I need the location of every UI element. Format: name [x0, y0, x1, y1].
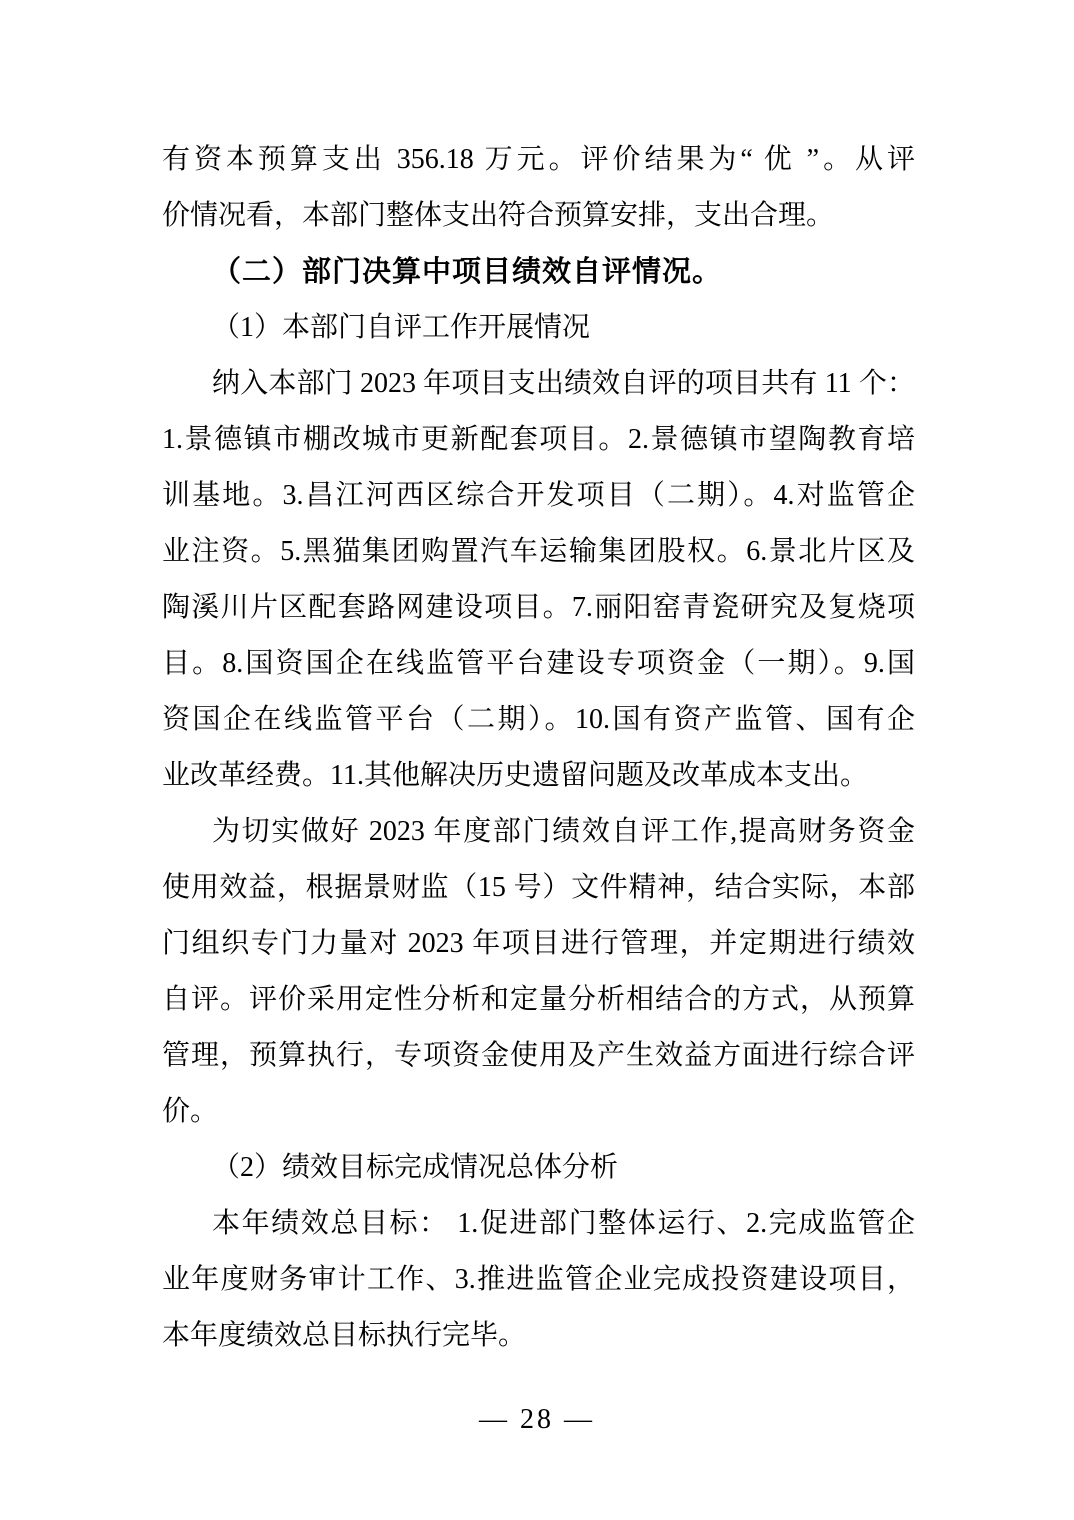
page-number: — 28 —: [479, 1404, 595, 1435]
paragraph: [162, 132, 915, 244]
text-line: 门组织专门力量对 2023 年项目进行管理，并定期进行绩效: [162, 928, 915, 959]
text-line: 为切实做好 2023 年度部门绩效自评工作,提高财务资金: [212, 816, 915, 847]
text-line: 1.景德镇市棚改城市更新配套项目。2.景德镇市望陶教育培: [162, 424, 915, 455]
text-line: 价。: [162, 1096, 219, 1127]
text-line: 纳入本部门 2023 年项目支出绩效自评的项目共有 11 个：: [212, 368, 915, 399]
sub-heading: [162, 1140, 915, 1196]
text-line: 业改革经费。11.其他解决历史遗留问题及改革成本支出。: [162, 760, 868, 791]
sub-heading: [162, 300, 915, 356]
section-heading: [162, 244, 915, 300]
text-line: 训基地。3.昌江河西区综合开发项目（二期）。4.对监管企: [162, 480, 915, 511]
text-line: 本年度绩效总目标执行完毕。: [162, 1320, 527, 1351]
paragraph: [162, 356, 915, 804]
paragraph: [162, 1196, 915, 1364]
paragraph: [162, 804, 915, 1140]
text-line: 自评。评价采用定性分析和定量分析相结合的方式，从预算: [162, 984, 915, 1015]
text-line: 使用效益，根据景财监（15 号）文件精神，结合实际，本部: [162, 872, 915, 903]
text-line: （二）部门决算中项目绩效自评情况。: [212, 256, 723, 288]
text-line: 陶溪川片区配套路网建设项目。7.丽阳窑青瓷研究及复烧项: [162, 592, 915, 623]
text-line: 目。8.国资国企在线监管平台建设专项资金（一期）。9.国: [162, 648, 915, 679]
page-footer: [0, 1404, 1074, 1436]
text-line: 本年绩效总目标： 1.促进部门整体运行、2.完成监管企: [212, 1208, 915, 1239]
text-line: （2）绩效目标完成情况总体分析: [212, 1152, 619, 1183]
text-line: 管理，预算执行，专项资金使用及产生效益方面进行综合评: [162, 1040, 915, 1071]
text-line: （1）本部门自评工作开展情况: [212, 312, 591, 343]
text-line: 业注资。5.黑猫集团购置汽车运输集团股权。6.景北片区及: [162, 536, 915, 567]
text-line: 资国企在线监管平台（二期）。10.国有资产监管、国有企: [162, 704, 915, 735]
text-line: 价情况看，本部门整体支出符合预算安排，支出合理。: [162, 200, 835, 231]
document-body: [162, 132, 915, 1364]
text-line: 业年度财务审计工作、3.推进监管企业完成投资建设项目，: [162, 1264, 915, 1295]
text-line: 有资本预算支出 356.18 万元。评价结果为“ 优 ”。从评: [162, 144, 915, 175]
